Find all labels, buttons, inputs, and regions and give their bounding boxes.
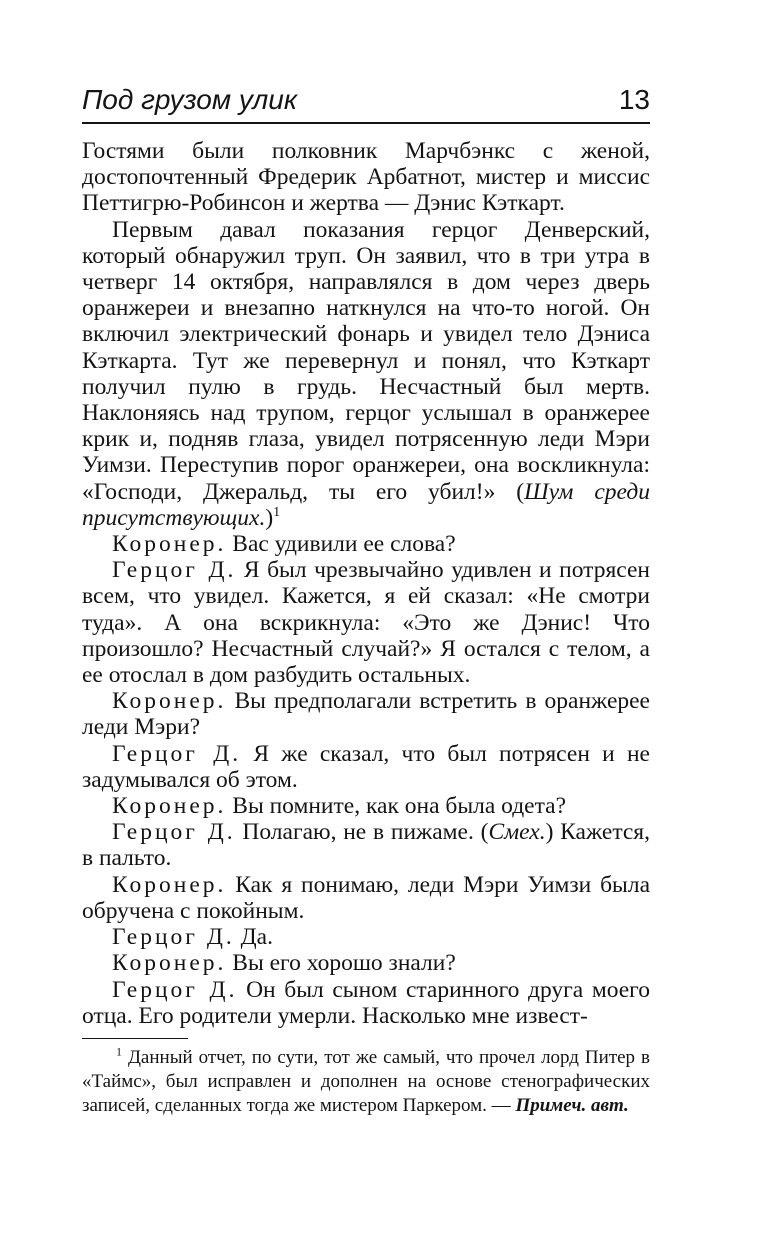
dialogue-text: Вы помните, как она была одета? xyxy=(226,793,567,820)
page-number: 13 xyxy=(618,84,650,115)
dialogue-line xyxy=(82,688,650,740)
paragraph-testimony xyxy=(82,217,650,531)
speaker-duke: Герцог Д. xyxy=(112,976,238,1003)
speaker-duke: Герцог Д. xyxy=(112,819,236,846)
dialogue-text: Я же сказал, что был потрясен и не задумывался об этом. xyxy=(82,740,650,793)
stage-remark: Шум среди присутствующих. xyxy=(82,478,650,531)
footnote-note-label: Примеч. авт. xyxy=(515,1095,629,1116)
dialogue-text: Как я понимаю, леди Мэри Уимзи была обручена с покойным. xyxy=(82,871,650,924)
dialogue-text: Вас удивили ее слова? xyxy=(226,531,456,558)
speaker-coroner: Коронер. xyxy=(112,688,227,715)
speaker-duke: Герцог Д. xyxy=(112,924,235,951)
dialogue-line xyxy=(82,950,650,976)
dialogue-text: Да. xyxy=(234,924,273,951)
running-title: Под грузом улик xyxy=(82,84,298,115)
footnote-reference: 1 xyxy=(273,505,281,521)
dialogue-line xyxy=(82,741,650,793)
dialogue-text: Я был чрезвычайно удивлен и потрясен всем, что увидел. Кажется, я ей сказал: «Не смотри туда». А она вскрикнула: «Это же Дэнис! Что произошло? Несчастный случай?» Я остался с телом, а ее отослал в дом разбудить остальных. xyxy=(82,557,650,689)
dialogue-text: Он был сыном старинного друга моего отца. Его родители умерли. Насколько мне извест- xyxy=(82,976,650,1029)
dialogue-line xyxy=(82,557,650,688)
dialogue-text: Полагаю, не в пижаме. ( xyxy=(235,819,489,846)
dialogue-line xyxy=(82,531,650,557)
dialogue-line xyxy=(82,977,650,1029)
footnote xyxy=(82,1046,650,1118)
dialogue-text: Вы предполагали встретить в оранжерее леди Мэри? xyxy=(82,688,650,741)
dialogue-text: Вы его хорошо знали? xyxy=(226,950,456,977)
paragraph-testimony-text: Первым давал показания герцог Денверский, который обнаружил труп. Он заявил, что в три утра в четверг 14 октября, направлялся в дом через дверь оранжереи и внезапно наткнулся на что-то ногой. Он включил электрический фонарь и увидел тело Дэниса Кэткарта. Тут же перевернул и понял, что Кэткарт получил пулю в грудь. Несчастный был мертв. Наклоняясь над трупом, герцог услышал в оранжерее крик и, подняв глаза, увидел потрясенную леди Мэри Уимзи. Переступив порог оранжереи, она воскликнула: «Господи, Джеральд, ты его убил!» xyxy=(82,216,650,505)
dialogue-text: ) Кажется, в пальто. xyxy=(82,819,650,872)
footnote-text: Данный отчет, по сути, тот же самый, что прочел лорд Питер в «Таймс», был исправлен и дополнен на основе стенографических записей, сделанных тогда же мистером Паркером. — xyxy=(82,1047,650,1116)
remark-open-paren: ( xyxy=(516,478,525,505)
main-text xyxy=(82,138,650,1029)
speaker-coroner: Коронер. xyxy=(112,793,227,820)
footnote-paragraph xyxy=(82,1046,650,1118)
paragraph-guests-text: Гостями были полковник Марчбэнкс с женой, достопочтенный Фредерик Арбатнот, мистер и миссис Петтигрю-Робинсон и жертва — Дэнис Кэткарт. xyxy=(82,138,650,217)
speaker-coroner: Коронер. xyxy=(112,531,227,558)
dialogue-line xyxy=(82,819,650,871)
running-header xyxy=(82,82,650,124)
speaker-duke: Герцог Д. xyxy=(112,740,242,767)
footnote-divider xyxy=(82,1038,188,1039)
speaker-duke: Герцог Д. xyxy=(112,557,237,584)
dialogue-line xyxy=(82,924,650,950)
speaker-coroner: Коронер. xyxy=(112,871,227,898)
stage-remark-laughter: Смех. xyxy=(488,819,546,846)
footnote-mark: 1 xyxy=(116,1044,122,1059)
dialogue-line xyxy=(82,872,650,924)
speaker-coroner: Коронер. xyxy=(112,950,227,977)
remark-close-paren: ) xyxy=(265,504,274,531)
paragraph-guests xyxy=(82,138,650,217)
dialogue-line xyxy=(82,793,650,819)
